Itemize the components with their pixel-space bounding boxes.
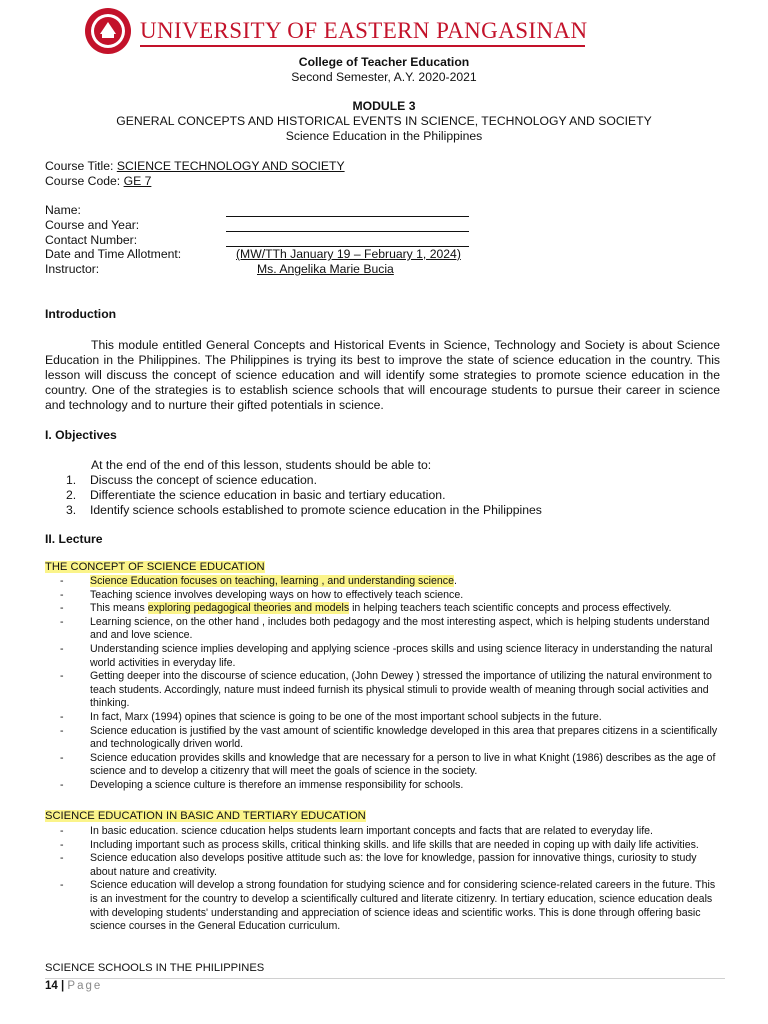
objective-number: 3. — [66, 503, 77, 517]
course-code — [45, 174, 151, 188]
list-item: - Understanding science implies developing and applying science -proces skills and using science literacy in understanding the natural world activities in everyday life. — [60, 642, 713, 669]
footer-rule — [45, 978, 725, 979]
bullet-text: Science education provides skills and knowledge that are necessary for a person to live in what Knight (1986) describes as the age of science and to develop a citizenry that will meet the goals of science in the society. — [90, 751, 716, 778]
lecture-heading: II. Lecture — [45, 532, 103, 546]
bullet-text: This means — [90, 602, 148, 615]
section-basic-tertiary-title-text: SCIENCE EDUCATION IN BASIC AND TERTIARY EDUCATION — [45, 810, 366, 822]
university-seal-icon — [82, 6, 134, 56]
list-item: - Science education also develops positive attitude such as: the love for knowledge, passion for innovative things, curiosity to study about nature and creativity. — [60, 852, 697, 878]
objective-number: 2. — [66, 488, 77, 502]
course-title-label: Course Title: — [45, 159, 117, 173]
objective-text: Differentiate the science education in basic and tertiary education. — [90, 488, 446, 502]
concept-bullet-list — [60, 575, 720, 793]
course-year-blank — [226, 231, 469, 232]
objectives-lead: At the end of the end of this lesson, students should be able to: — [91, 458, 432, 472]
bullet-text: Learning science, on the other hand , includes both pedagogy and the most interesting aspect, which is helping students understand and and love science. — [90, 615, 710, 642]
list-item: - Science Education focuses on teaching, learning , and understanding science. — [60, 575, 457, 587]
objective-item — [66, 503, 542, 517]
bullet-text: Understanding science implies developing and applying science -proces skills and using science literacy in understanding the natural world activities in everyday life. — [90, 642, 713, 669]
objective-number: 1. — [66, 473, 77, 487]
list-item: - Learning science, on the other hand , includes both pedagogy and the most interesting aspect, which is helping students understand and and love science. — [60, 615, 710, 642]
name-blank — [226, 216, 469, 217]
contact-label: Contact Number: — [45, 233, 138, 247]
bullet-text: in helping teachers teach scientific concepts and process effectively. — [349, 602, 672, 615]
name-label: Name: — [45, 203, 81, 217]
list-item: - Getting deeper into the discourse of science education, (John Dewey ) stressed the importance of utilizing the natural environment to teach students. Accordingly, nature must indeed furnish its physical stimuli to provide wealth of meaning through social activities and thinking. — [60, 670, 712, 710]
bullet-text: In fact, Marx (1994) opines that science is going to be one of the most important school subjects in the future. — [90, 710, 602, 723]
bullet-text: In basic education. science cducation helps students learn important concepts and facts that are related to everyday life. — [90, 825, 653, 837]
course-code-label: Course Code: — [45, 174, 124, 188]
college-name: College of Teacher Education — [298, 55, 470, 69]
section-concept-title — [45, 561, 265, 573]
objective-text: Discuss the concept of science education. — [90, 473, 317, 487]
list-item: - In fact, Marx (1994) opines that science is going to be one of the most important school subjects in the future. — [60, 710, 602, 723]
list-item: - Developing a science culture is therefore an immense responsibility for schools. — [60, 778, 464, 791]
section-basic-tertiary-title — [45, 810, 366, 822]
instructor-value: Ms. Angelika Marie Bucia — [257, 262, 394, 276]
bullet-text: Getting deeper into the discourse of science education, (John Dewey ) stressed the importance of utilizing the natural environment to teach students. Accordingly, nature must indeed furnish its physical stimuli to provide wealth of meaning through social activities and thinking. — [90, 670, 712, 710]
university-name: UNIVERSITY OF EASTERN PANGASINAN — [140, 18, 588, 43]
objective-item — [66, 488, 445, 502]
bullet-text: Science education will develop a strong foundation for studying science and for considering science-related careers in the future. This is an investment for the country to develop a scientifically cultured and literate citizenry. In tertiary education, science education deals with developing students' understanding and appreciation of science ideas and scientific works. This is done through offering basic science courses in the General Education curriculum. — [90, 879, 716, 933]
highlighted-text: Science Education focuses on teaching, learning , and understanding science — [90, 575, 454, 587]
list-item: - Science education is justified by the vast amount of scientific knowledge developed in this area that prepares citizens in a scientifically and technologically driven world. — [60, 724, 718, 751]
module-title: GENERAL CONCEPTS AND HISTORICAL EVENTS IN SCIENCE, TECHNOLOGY AND SOCIETY — [116, 114, 652, 128]
instructor-label: Instructor: — [45, 262, 100, 276]
module-subtitle: Science Education in the Philippines — [285, 129, 483, 143]
page-footer — [45, 980, 102, 992]
letterhead-rule — [140, 45, 585, 47]
course-code-value: GE 7 — [123, 174, 152, 188]
section-science-schools-title: SCIENCE SCHOOLS IN THE PHILIPPINES — [45, 962, 265, 974]
bullet-text: Science education is justified by the vast amount of scientific knowledge developed in this area that prepares citizens in a scientifically and technologically driven world. — [90, 724, 718, 751]
list-item: - In basic education. science cducation helps students learn important concepts and facts that are related to everyday life. — [60, 825, 653, 837]
basic-tertiary-bullet-list — [60, 825, 720, 934]
page-number: 14 — [45, 980, 58, 992]
course-title — [45, 159, 345, 173]
intro-paragraph — [45, 338, 720, 413]
course-year-label: Course and Year: — [45, 218, 140, 232]
list-item: - Science education will develop a strong foundation for studying science and for considering science-related careers in the future. This is an investment for the country to develop a scientifically cultured and literate citizenry. In tertiary education, science education deals with developing students' understanding and appreciation of science ideas and scientific works. This is done through offering basic science courses in the General Education curriculum. — [60, 879, 716, 933]
highlighted-text: exploring pedagogical theories and models — [147, 602, 350, 615]
intro-text: This module entitled General Concepts and Historical Events in Science, Technology and Society is about Science Education in the Philippines. The Philippines is trying its best to improve the state of science education in the country. This lesson will discuss the concept of science education and will identify some strategies to promote science education in the country. One of the strategies is to establish science schools that will encourage students to pursue their career in science and technology and to nurture their gifted potentials in science. — [45, 338, 720, 412]
list-item: - This means exploring pedagogical theories and models in helping teachers teach scientific concepts and process effectively. — [60, 602, 672, 615]
list-item: - Science education provides skills and knowledge that are necessary for a person to live in what Knight (1986) describes as the age of science and to develop a citizenry that will meet the goals of science in the society. — [60, 751, 716, 778]
course-title-value: SCIENCE TECHNOLOGY AND SOCIETY — [116, 159, 345, 173]
list-item: - Including important such as process skills, critical thinking skills. and life skills that are needed in coping up with daily life activities. — [60, 838, 699, 851]
bullet-text: . — [453, 575, 457, 587]
bullet-text: Including important such as process skills, critical thinking skills. and life skills that are needed in coping up with daily life activities. — [90, 838, 699, 851]
page-separator: | — [57, 980, 68, 992]
date-label: Date and Time Allotment: — [45, 247, 182, 261]
objective-item — [66, 473, 317, 487]
section-concept-title-text: THE CONCEPT OF SCIENCE EDUCATION — [45, 561, 265, 573]
module-number: MODULE 3 — [352, 99, 416, 113]
bullet-text: Developing a science culture is therefore an immense responsibility for schools. — [90, 778, 464, 791]
date-value: (MW/TTh January 19 – February 1, 2024) — [236, 247, 461, 261]
semester: Second Semester, A.Y. 2020-2021 — [291, 70, 477, 84]
list-item: - Teaching science involves developing ways on how to effectively teach science. — [60, 588, 464, 601]
page-word: Page — [67, 980, 103, 992]
objective-text: Identify science schools established to promote science education in the Philippines — [90, 503, 542, 517]
bullet-text: Teaching science involves developing ways on how to effectively teach science. — [90, 588, 464, 601]
objectives-heading: I. Objectives — [45, 428, 117, 442]
bullet-text: Science education also develops positive attitude such as: the love for knowledge, passion for innovative things, curiosity to study about nature and creativity. — [90, 852, 697, 878]
intro-heading: Introduction — [45, 307, 117, 321]
